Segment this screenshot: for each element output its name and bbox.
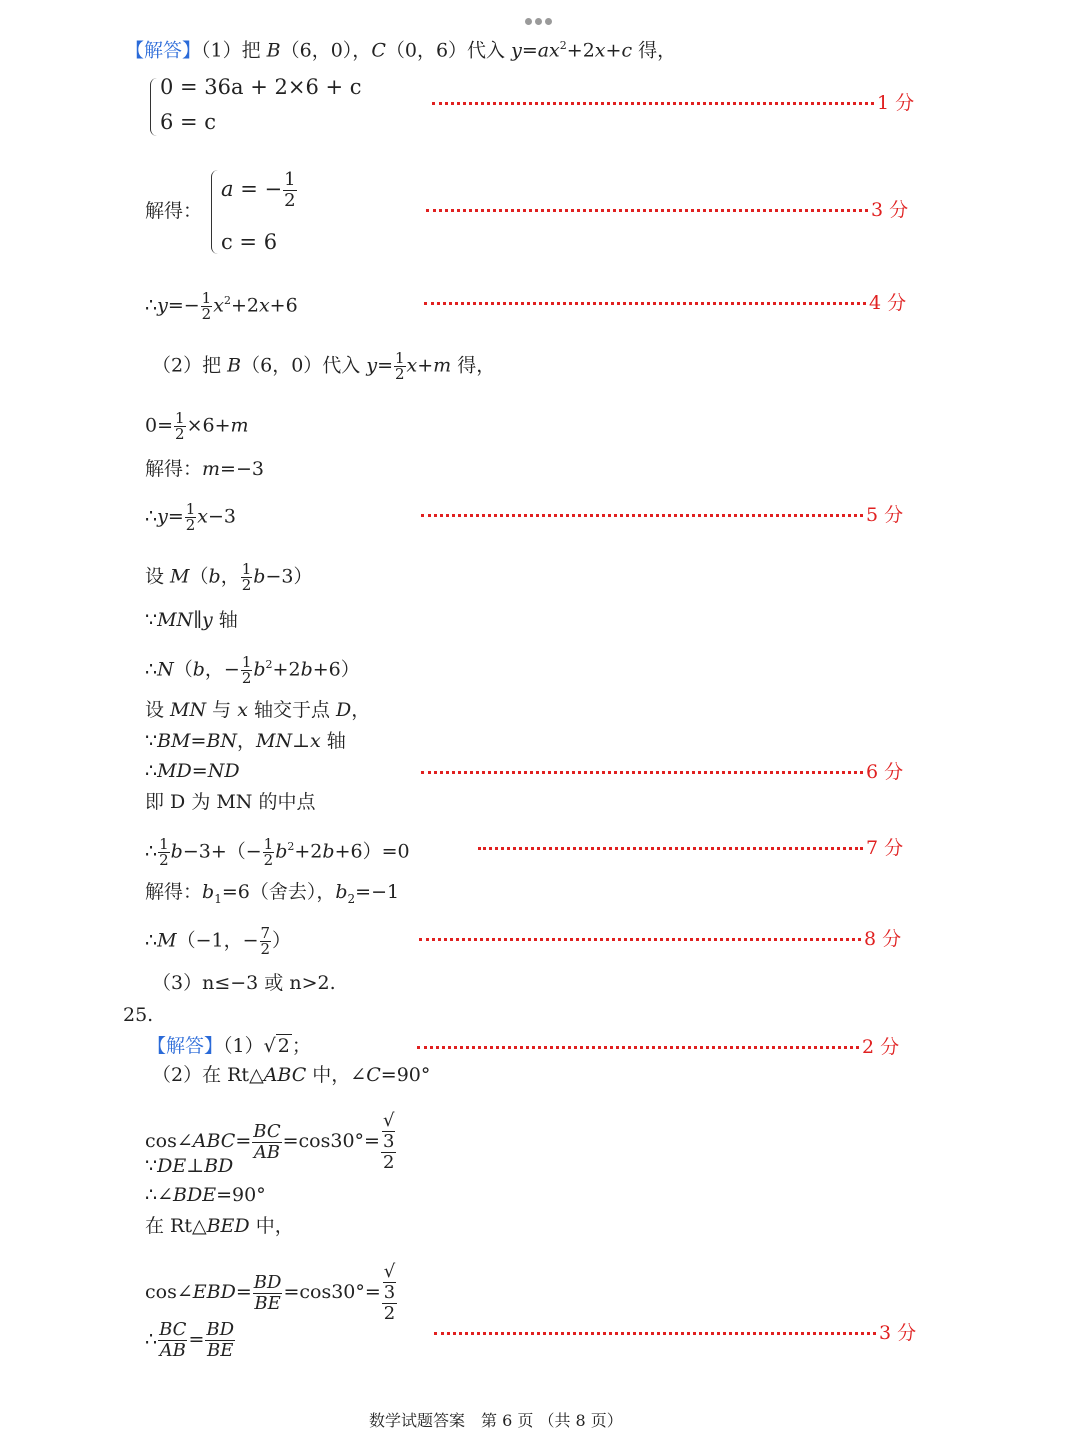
solve-label: 解得： xyxy=(145,200,203,222)
system-brace xyxy=(150,78,157,136)
system1-eq1: 0 = 36a + 2×6 + c xyxy=(160,75,362,99)
question-number: 25. xyxy=(123,1004,154,1026)
q25-part2-intro: （2）在 Rt△ABC 中，∠C=90° xyxy=(152,1064,431,1086)
part3-answer: （3）n≤−3 或 n>2. xyxy=(152,972,336,994)
answer-tag: 【解答】 xyxy=(125,39,202,62)
score-leader xyxy=(426,209,868,212)
score-label: 3 分 xyxy=(871,199,909,221)
d-midpoint: 即 D 为 MN 的中点 xyxy=(145,791,316,813)
system-brace xyxy=(211,170,218,254)
result-parabola: ∴y=− $\frac{1}{2}$ $x^2+2x+6$ xyxy=(145,288,298,323)
answer-intro-line: 【解答】（1）把 B（6，0），C（0，6）代入 $y=ax^2+2x+c$ 得， xyxy=(125,39,677,62)
score-label: 3 分 xyxy=(879,1322,917,1344)
set-point-d: 设 MN 与 x 轴交于点 D， xyxy=(145,699,371,721)
score-leader xyxy=(419,938,861,941)
set-point-m: 设 M（b， $\frac{1}{2}$ b−3） xyxy=(145,560,313,594)
score-leader xyxy=(421,771,863,774)
answer-tag: 【解答】 xyxy=(147,1035,224,1057)
point-m-result: ∴M（−1，− $\frac{7}{2}$ ） xyxy=(145,924,292,958)
angle-bde: ∴∠BDE=90° xyxy=(145,1184,266,1206)
page-footer: 数学试题答案 第 6 页 （共 8 页） xyxy=(369,1411,623,1430)
score-label: 8 分 xyxy=(864,928,902,950)
score-leader xyxy=(417,1046,859,1049)
bm-bn: ∵BM=BN，MN⊥x 轴 xyxy=(145,730,346,752)
result-line: ∴y= $\frac{1}{2}$ x−3 xyxy=(145,500,237,534)
rt-bed: 在 Rt△BED 中， xyxy=(145,1215,294,1237)
score-leader xyxy=(478,847,863,850)
score-label: 2 分 xyxy=(862,1036,900,1058)
mn-parallel: ∵MN∥y 轴 xyxy=(145,609,238,631)
de-perp-bd: ∵DE⊥BD xyxy=(145,1155,234,1177)
ratio-equality: ∴ $\frac{BC}{AB}$ = $\frac{BD}{BE}$ xyxy=(145,1319,235,1361)
cos-abc: cos∠ABC= $\frac{BC}{AB}$ =cos30°= √ 3 2 xyxy=(145,1110,395,1173)
score-leader xyxy=(421,514,863,517)
score-label: 5 分 xyxy=(866,504,904,526)
score-label: 4 分 xyxy=(869,292,907,314)
midpoint-equation: ∴ $\frac{1}{2}$ b−3+（− $\frac{1}{2}$ $b^2+2b+6)=0$ xyxy=(145,834,410,869)
system1-eq2: 6 = c xyxy=(160,110,217,134)
system2-eq1: a = − $\frac{1}{2}$ xyxy=(221,169,296,211)
score-leader xyxy=(432,102,874,105)
part2-equation: 0= $\frac{1}{2}$ ×6+m xyxy=(145,409,249,443)
part2-solve-m: 解得：m=−3 xyxy=(145,458,264,480)
point-n: ∴N（b，− $\frac{1}{2}$ $b^2+2b+6$） xyxy=(145,652,360,687)
md-nd: ∴MD=ND xyxy=(145,760,240,782)
cos-ebd: cos∠EBD= $\frac{BD}{BE}$ =cos30°= √ 3 2 xyxy=(145,1261,396,1324)
score-leader xyxy=(424,302,866,305)
score-label: 7 分 xyxy=(866,837,904,859)
more-options-icon[interactable] xyxy=(525,10,555,29)
q25-part1: 【解答】（1）√ 2 ； xyxy=(147,1035,311,1057)
system2-eq2: c = 6 xyxy=(221,230,278,254)
part2-intro: （2）把 B（6，0）代入 y= $\frac{1}{2}$ x+m 得， xyxy=(152,349,496,383)
solve-b: 解得：$b_1=6$（舍去），$b_2=-1$ xyxy=(145,881,400,906)
score-label: 1 分 xyxy=(877,92,915,114)
score-label: 6 分 xyxy=(866,761,904,783)
score-leader xyxy=(434,1332,876,1335)
